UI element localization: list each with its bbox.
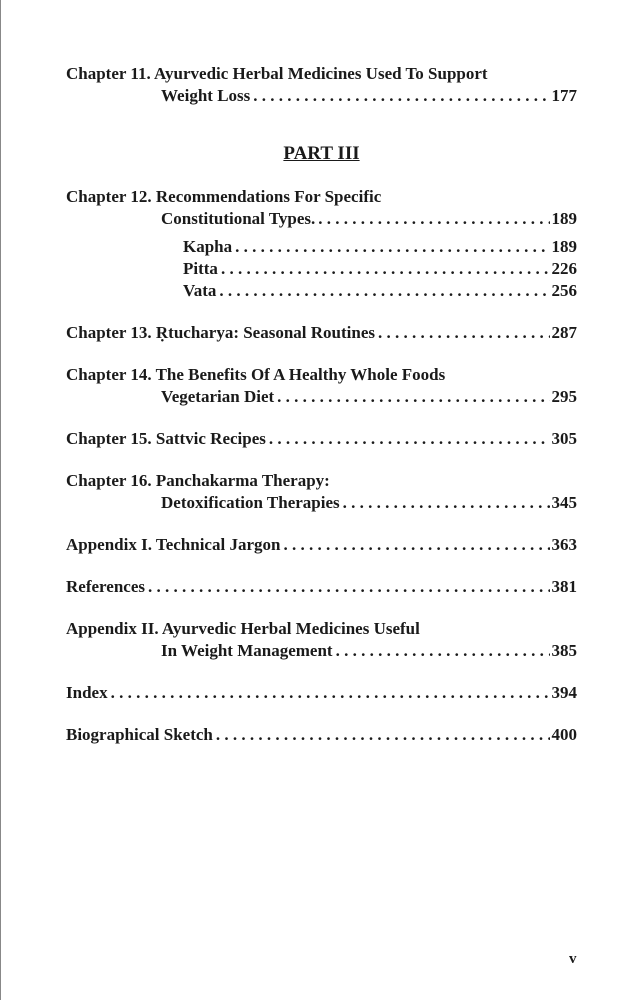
page-number: 177 (551, 86, 577, 105)
dot-leader (148, 576, 550, 598)
page-number: 226 (551, 259, 577, 278)
dot-leader (219, 280, 549, 302)
toc-entry-references[interactable] (66, 576, 577, 598)
toc-entry-chapter-12[interactable] (66, 208, 577, 230)
toc-entry-appendix-2-title: Appendix II. Ayurvedic Herbal Medicines Useful (66, 619, 420, 638)
dot-leader (336, 640, 550, 662)
entry-text: Chapter 15. Sattvic Recipes (66, 428, 269, 450)
page-folio: v (569, 951, 577, 967)
toc-entry-index[interactable] (66, 682, 577, 704)
toc-entry-chapter-11[interactable] (66, 85, 577, 107)
table-of-contents (66, 63, 577, 746)
entry-text: Vata (183, 280, 219, 302)
dot-leader (269, 428, 550, 450)
page-number: 385 (551, 641, 577, 660)
toc-subentry-kapha[interactable] (66, 236, 577, 258)
toc-entry-appendix-1[interactable] (66, 534, 577, 556)
dot-leader (111, 682, 550, 704)
toc-subentry-pitta[interactable] (66, 258, 577, 280)
toc-entry-chapter-13[interactable] (66, 322, 577, 344)
entry-text: Constitutional Types. (161, 208, 318, 230)
entry-text: Pitta (183, 258, 221, 280)
dot-leader (283, 534, 549, 556)
dot-leader (216, 724, 550, 746)
dot-leader (378, 322, 549, 344)
dot-leader (221, 258, 550, 280)
page-number: 394 (551, 683, 577, 702)
dot-leader (277, 386, 549, 408)
page-number: 305 (551, 429, 577, 448)
page-number: 287 (551, 323, 577, 342)
toc-entry-chapter-12-title: Chapter 12. Recommendations For Specific (66, 187, 382, 206)
dot-leader (343, 492, 550, 514)
toc-entry-chapter-15[interactable] (66, 428, 577, 450)
toc-entry-biographical-sketch[interactable] (66, 724, 577, 746)
page-number: 400 (551, 725, 577, 744)
toc-entry-chapter-16-title: Chapter 16. Panchakarma Therapy: (66, 471, 330, 490)
page-number: 295 (551, 387, 577, 406)
entry-text: In Weight Management (161, 640, 336, 662)
dot-leader (235, 236, 549, 258)
dot-leader (253, 85, 549, 107)
toc-entry-chapter-14-title: Chapter 14. The Benefits Of A Healthy Whole Foods (66, 365, 446, 384)
page-number: 189 (551, 209, 577, 228)
entry-text: Biographical Sketch (66, 724, 216, 746)
entry-text: Vegetarian Diet (161, 386, 277, 408)
page-number: 189 (551, 237, 577, 256)
entry-text: Chapter 13. Ṛtucharya: Seasonal Routines (66, 322, 378, 344)
part-heading: PART III (283, 143, 360, 164)
page-number: 256 (551, 281, 577, 300)
toc-entry-chapter-16[interactable] (66, 492, 577, 514)
page-number: 345 (551, 493, 577, 512)
dot-leader (318, 208, 549, 230)
page-number: 363 (551, 535, 577, 554)
toc-entry-chapter-11-title: Chapter 11. Ayurvedic Herbal Medicines Used To Support (66, 64, 488, 83)
toc-entry-chapter-14[interactable] (66, 386, 577, 408)
entry-text: Detoxification Therapies (161, 492, 343, 514)
entry-text: References (66, 576, 148, 598)
toc-subentry-vata[interactable] (66, 280, 577, 302)
toc-entry-appendix-2[interactable] (66, 640, 577, 662)
entry-text: Index (66, 682, 111, 704)
entry-text: Weight Loss (161, 85, 253, 107)
entry-text: Appendix I. Technical Jargon (66, 534, 283, 556)
page-number: 381 (551, 577, 577, 596)
entry-text: Kapha (183, 236, 235, 258)
